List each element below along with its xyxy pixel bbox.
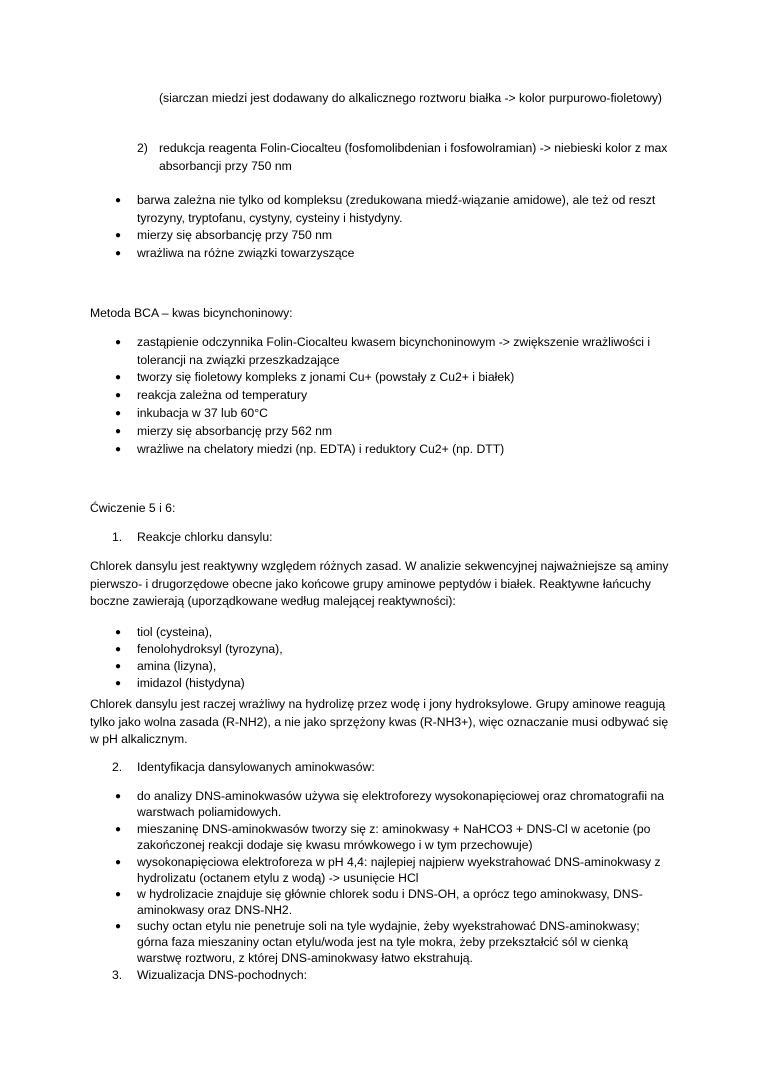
list-item: [0, 423, 760, 441]
list-item: [0, 886, 760, 918]
list-item: [0, 405, 760, 423]
bullet-icon: ●: [115, 230, 122, 241]
bullet-icon: ●: [115, 921, 122, 932]
bullet-icon: ●: [115, 791, 122, 802]
lowry-bullet-list: [0, 192, 760, 263]
bullet-icon: ●: [115, 889, 122, 900]
bullet-text: w hydrolizacie znajduje się głównie chlorek sodu i DNS-OH, a oprócz tego aminokwasy, DNS-aminokwasy oraz DNS-NH2.: [137, 887, 643, 917]
bullet-icon: ●: [115, 824, 122, 835]
list-item: [0, 854, 760, 886]
numbered-heading: Reakcje chlorku dansylu:: [137, 530, 273, 544]
list-number: 2): [137, 141, 148, 155]
bullet-icon: ●: [115, 248, 122, 259]
bullet-text: amina (lizyna),: [137, 659, 217, 673]
list-item: [0, 821, 760, 854]
bullet-text: barwa zależna nie tylko od kompleksu (zredukowana miedź-wiązanie amidowe), ale też od reszt tyrozyny, tryptofanu, cystyny, cysteiny i histydyny.: [137, 193, 656, 225]
list-number: 1.: [112, 530, 123, 544]
bullet-text: wrażliwa na różne związki towarzyszące: [137, 246, 355, 260]
list-item: [0, 245, 760, 263]
list-item: [0, 658, 760, 675]
list-item-text: redukcja reagenta Folin-Ciocalteu (fosfomolibdenian i fosfowolramian) -> niebieski kolor z max absorbancji przy 750 nm: [159, 141, 668, 173]
bullet-icon: ●: [115, 644, 122, 655]
bullet-text: mieszaninę DNS-aminokwasów tworzy się z: aminokwasy + NaHCO3 + DNS-Cl w acetonie (po zakończonej reakcji dodaje się kwasu mrówkowego i w tym przechowuje): [137, 822, 651, 852]
bullet-text: suchy octan etylu nie penetruje soli na tyle wydajnie, żeby wyekstrahować DNS-aminokwasy; górna faza mieszaniny octan etylu/woda jest na tyle mokra, żeby przekształcić sól w cienką warstwę roztworu, z której DNS-aminokwasy łatwo ekstrahują.: [137, 919, 640, 965]
bullet-icon: ●: [115, 444, 122, 455]
bullet-icon: ●: [115, 195, 122, 206]
bullet-icon: ●: [115, 661, 122, 672]
bullet-text: tworzy się fioletowy kompleks z jonami Cu+ (powstały z Cu2+ i białek): [137, 370, 515, 384]
section-heading-bca: Metoda BCA – kwas bicynchoninowy:: [90, 306, 293, 320]
reactivity-bullet-list: [0, 624, 760, 692]
list-item: [0, 387, 760, 405]
bullet-text: zastąpienie odczynnika Folin-Ciocalteu kwasem bicynchoninowym -> zwiększenie wrażliwości i tolerancji na związki przeszkadzające: [137, 335, 651, 367]
bullet-text: mierzy się absorbancję przy 562 nm: [137, 424, 333, 438]
bullet-icon: ●: [115, 408, 122, 419]
paragraph: Chlorek dansylu jest raczej wrażliwy na hydrolizę przez wodę i jony hydroksylowe. Grupy aminowe reagują tylko jako wolna zasada (R-NH2), a nie jako sprzężony kwas (R-NH3+), więc oznaczanie musi odbywać się w pH alkalicznym.: [90, 697, 669, 747]
bullet-text: imidazol (histydyna): [137, 676, 245, 690]
list-item: [0, 369, 760, 387]
numbered-heading: Wizualizacja DNS-pochodnych:: [137, 968, 308, 982]
numbered-heading: Identyfikacja dansylowanych aminokwasów:: [137, 760, 375, 774]
bullet-text: wrażliwe na chelatory miedzi (np. EDTA) i reduktory Cu2+ (np. DTT): [137, 442, 505, 456]
bullet-icon: ●: [115, 426, 122, 437]
list-item: [0, 441, 760, 459]
list-number: 3.: [112, 968, 123, 982]
bullet-icon: ●: [115, 678, 122, 689]
bullet-icon: ●: [115, 627, 122, 638]
bullet-text: do analizy DNS-aminokwasów używa się elektroforezy wysokonapięciowej oraz chromatografii na warstwach poliamidowych.: [137, 789, 665, 819]
bullet-text: tiol (cysteina),: [137, 625, 213, 639]
bullet-icon: ●: [115, 857, 122, 868]
bullet-icon: ●: [115, 390, 122, 401]
bullet-text: reakcja zależna od temperatury: [137, 388, 308, 402]
bullet-text: wysokonapięciowa elektroforeza w pH 4,4: najlepiej najpierw wyekstrahować DNS-aminokwasy z hydrolizatu (octanem etylu z wodą) -> usunięcie HCl: [137, 855, 661, 885]
bullet-text: mierzy się absorbancję przy 750 nm: [137, 228, 333, 242]
bullet-text: inkubacja w 37 lub 60°C: [137, 406, 268, 420]
bullet-icon: ●: [115, 337, 122, 348]
identification-bullet-list: [0, 788, 760, 966]
list-item: [0, 192, 760, 227]
list-number: 2.: [112, 760, 123, 774]
bullet-icon: ●: [115, 372, 122, 383]
continuation-text: (siarczan miedzi jest dodawany do alkalicznego roztworu białka -> kolor purpurowo-fioletowy): [159, 91, 662, 105]
list-item: [0, 918, 760, 966]
list-item: [0, 227, 760, 245]
list-item: [0, 641, 760, 658]
bullet-text: fenolohydroksyl (tyrozyna),: [137, 642, 283, 656]
list-item: [0, 334, 760, 369]
list-item: [0, 675, 760, 692]
list-item: [0, 624, 760, 641]
bca-bullet-list: [0, 334, 760, 459]
list-item: [0, 788, 760, 821]
paragraph: Chlorek dansylu jest reaktywny względem różnych zasad. W analizie sekwencyjnej najważniejsze są aminy pierwszo- i drugorzędowe obecne jako końcowe grupy aminowe peptydów i białek. Reaktywne łańcuchy boczne zawierają (uporządkowane według malejącej reaktywności):: [90, 559, 669, 609]
section-heading-exercise: Ćwiczenie 5 i 6:: [90, 501, 176, 515]
